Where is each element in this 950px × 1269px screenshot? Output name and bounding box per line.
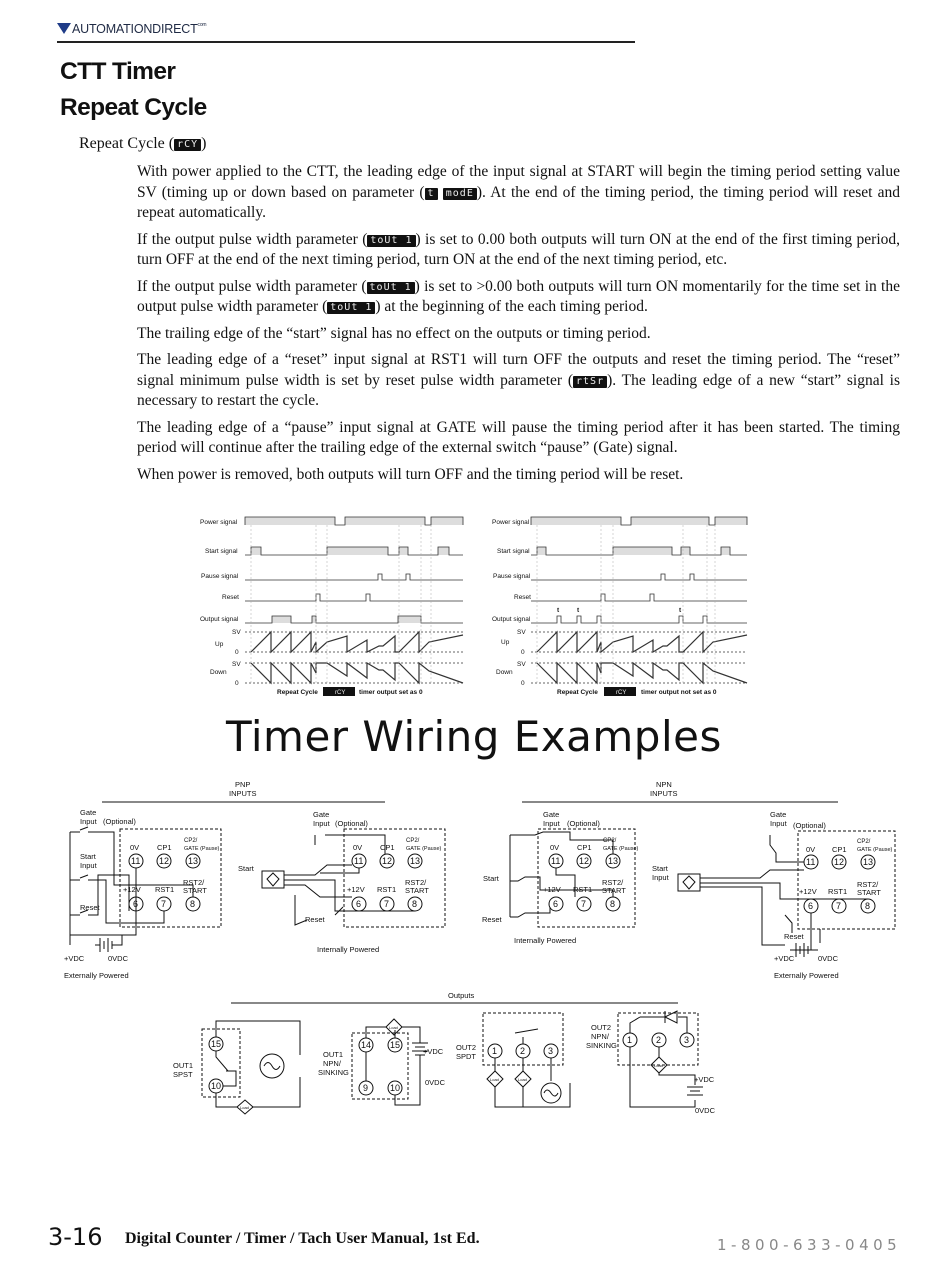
- sv-label: SV: [232, 629, 241, 636]
- ac-wave-icon-a: [264, 1063, 280, 1070]
- externally-powered-1: Externally Powered: [64, 971, 129, 980]
- reset-label-3: Reset: [482, 915, 502, 924]
- rcy-code: rCY: [174, 139, 201, 151]
- load-label-d: Load: [654, 1063, 663, 1068]
- out2-spdt-wires: [495, 1029, 570, 1107]
- right-caption: Repeat Cycle: [557, 689, 598, 696]
- terminal-10-text-b: 10: [390, 1083, 401, 1093]
- terminal-11-text-1: 11: [131, 856, 141, 866]
- t0v-label-3: 0V: [550, 843, 560, 852]
- terminal-1-text-c: 1: [492, 1046, 498, 1056]
- terminal-12-text-2: 12: [382, 856, 393, 866]
- terminal-11-text-3: 11: [551, 856, 561, 866]
- p1-code-t: t: [425, 188, 438, 200]
- p3-text-b: ) is set to >0.00 both outputs will turn ON momentarily for the time set in the output pulse width parameter (: [137, 277, 900, 315]
- reset-waveform: [245, 594, 463, 601]
- rst1-label-4: RST1: [828, 887, 848, 896]
- gate-input-label-3: Input: [543, 819, 560, 828]
- p2-code: toUt 1: [367, 235, 415, 247]
- terminal-7-text-4: 7: [836, 901, 842, 911]
- load-label-c2: Load: [518, 1077, 527, 1082]
- terminal-12-text-1: 12: [159, 856, 170, 866]
- timing-diagrams: [195, 508, 765, 700]
- out2-spdt-block: [456, 1013, 570, 1107]
- down-ramp-waveform-r: [537, 663, 747, 683]
- out1-spst-wires: [216, 1021, 300, 1107]
- pause-signal-label: Pause signal: [201, 573, 239, 580]
- sv-label-r: SV: [517, 629, 526, 636]
- power-waveform-r: [531, 517, 747, 525]
- p1-text-b: ). At the end of the timing period, the timing period will reset and repeat automatically.: [137, 183, 900, 221]
- logo-v-icon: [57, 23, 71, 34]
- output-signal-label-r: Output signal: [492, 616, 531, 623]
- gate-pause-label-4: GATE (Pause): [857, 847, 893, 853]
- cp1-label-4: CP1: [832, 845, 847, 854]
- zero-vdc-b: 0VDC: [425, 1078, 446, 1087]
- reset-label-2: Reset: [305, 915, 325, 924]
- timing-diagram-left: [200, 517, 463, 696]
- automationdirect-logo: [57, 22, 206, 36]
- wiring-diagrams: [50, 775, 910, 1125]
- terminal-6-text-2: 6: [356, 899, 362, 909]
- t0v-label-4: 0V: [806, 845, 816, 854]
- p3-text-c: ) at the beginning of the each timing period.: [375, 298, 648, 315]
- start-t-label-4: START: [857, 888, 881, 897]
- gate-input-label-1: Input: [80, 817, 97, 826]
- zero-label-down: 0: [235, 680, 239, 687]
- start-input-label-4: Input: [652, 873, 669, 882]
- out2-npn-block: [586, 1011, 716, 1115]
- optional-label-2: (Optional): [335, 819, 368, 828]
- out1-npn-label: OUT1: [323, 1050, 344, 1059]
- p12v-label-4: +12V: [799, 887, 817, 896]
- rst1-label-3: RST1: [573, 885, 593, 894]
- terminal-6-text-3: 6: [553, 899, 559, 909]
- cp2-label-1: CP2/: [184, 838, 198, 844]
- outputs-label: Outputs: [448, 991, 475, 1000]
- paragraph-1: [137, 162, 900, 224]
- terminal-13-text-4: 13: [863, 857, 874, 867]
- paragraph-2: [137, 230, 900, 271]
- spdt-label: SPDT: [456, 1052, 477, 1061]
- start-waveform: [245, 547, 463, 555]
- phone-number: 1-800-633-0405: [717, 1236, 902, 1254]
- plus-vdc-b: +VDC: [423, 1047, 444, 1056]
- pause-waveform: [245, 574, 463, 580]
- terminal-1-text-d: 1: [627, 1035, 633, 1045]
- npn-label-d: NPN/: [591, 1032, 609, 1041]
- terminal-15-text-b: 15: [390, 1040, 401, 1050]
- left-caption-code: rCY: [335, 690, 346, 696]
- pnp-inputs-label: INPUTS: [229, 789, 257, 798]
- left-caption: Repeat Cycle: [277, 689, 318, 696]
- cp1-label-1: CP1: [157, 843, 172, 852]
- reset-label-r: Reset: [514, 594, 531, 601]
- terminal-11-text-4: 11: [806, 857, 816, 867]
- sinking-label-d: SINKING: [586, 1041, 617, 1050]
- zero-label: 0: [235, 649, 239, 656]
- pnp-internal-block: [238, 810, 445, 954]
- sv-label-down-r: SV: [517, 661, 526, 668]
- up-label-r: Up: [501, 639, 510, 646]
- out2-npn-label: OUT2: [591, 1023, 612, 1032]
- timing-diagram-right: [492, 517, 747, 696]
- rst2-label-4: RST2/: [857, 880, 879, 889]
- down-label: Down: [210, 669, 227, 676]
- p1-code-mode: modE: [443, 188, 477, 200]
- cp2-label-2: CP2/: [406, 838, 420, 844]
- sinking-label-a: SINKING: [318, 1068, 349, 1077]
- terminal-13-text-3: 13: [608, 856, 619, 866]
- pause-waveform-r: [531, 574, 747, 580]
- npn-label: NPN: [656, 780, 672, 789]
- terminal-8-text-3: 8: [610, 899, 616, 909]
- paragraph-3: [137, 277, 900, 318]
- start-label-4: Start: [652, 864, 668, 873]
- gate-label-3: Gate: [543, 810, 560, 819]
- right-caption-code: rCY: [616, 690, 627, 696]
- zero-label-r: 0: [521, 649, 525, 656]
- p5-text-b: ). The leading edge of a new “start” signal is necessary to restart the cycle.: [137, 371, 900, 409]
- sensor-icon-4: [683, 876, 695, 889]
- externally-powered-4: Externally Powered: [774, 971, 839, 980]
- page-title: CTT Timer: [60, 58, 176, 85]
- terminal-8-text-4: 8: [865, 901, 871, 911]
- optional-label-4: (Optional): [793, 821, 826, 830]
- out1-npn-block: [318, 1019, 446, 1105]
- start-signal-label: Start signal: [205, 548, 238, 555]
- zero-vdc-1: 0VDC: [108, 954, 129, 963]
- start-waveform-r: [531, 547, 747, 555]
- power-signal-label: Power signal: [200, 519, 238, 526]
- cp1-label-2: CP1: [380, 843, 395, 852]
- reset-label-4: Reset: [784, 932, 804, 941]
- ac-wave-icon-c: [544, 1090, 558, 1096]
- p12v-label-2: +12V: [347, 885, 365, 894]
- rst2-label-1: RST2/: [183, 878, 205, 887]
- p3-text-a: If the output pulse width parameter (: [137, 277, 367, 295]
- switches-1: [80, 827, 88, 913]
- wiring-title: Timer Wiring Examples: [226, 712, 722, 761]
- terminal-11-text-2: 11: [354, 856, 364, 866]
- body-text: [137, 162, 900, 491]
- reset-label-1: Reset: [80, 903, 100, 912]
- start-t-label-2: START: [405, 886, 429, 895]
- header-rule: [57, 41, 635, 43]
- internally-powered-2: Internally Powered: [317, 945, 380, 954]
- power-waveform: [245, 517, 463, 525]
- load-label-a: Load: [240, 1105, 249, 1110]
- terminal-8-text-1: 8: [190, 899, 196, 909]
- t-label-1: t: [557, 607, 560, 614]
- p2-text-a: If the output pulse width parameter (: [137, 230, 368, 248]
- start-input-label-1: Input: [80, 861, 97, 870]
- terminal-3-text-d: 3: [684, 1035, 690, 1045]
- plus-vdc-d: +VDC: [694, 1075, 715, 1084]
- terminal-6-text-1: 6: [133, 899, 139, 909]
- terminal-12-text-3: 12: [579, 856, 590, 866]
- terminal-12-text-4: 12: [834, 857, 845, 867]
- subsection-heading: [79, 135, 206, 153]
- output-signal-label: Output signal: [200, 616, 239, 623]
- reset-label: Reset: [222, 594, 239, 601]
- gate-label-1: Gate: [80, 808, 97, 817]
- pause-signal-label-r: Pause signal: [493, 573, 531, 580]
- terminal-13-text-1: 13: [188, 856, 199, 866]
- output-waveform-r: [531, 616, 747, 623]
- down-axis-lines: [245, 663, 463, 683]
- battery-1: [95, 935, 122, 952]
- terminal-2-text-d: 2: [656, 1035, 662, 1045]
- output-waveform: [245, 616, 463, 623]
- logo-text: AUTOMATIONDIRECT: [72, 22, 198, 36]
- subsection-label: Repeat Cycle (: [79, 135, 175, 152]
- terminal-13-text-2: 13: [410, 856, 421, 866]
- p12v-label-1: +12V: [123, 885, 141, 894]
- paragraph-6: The leading edge of a “pause” input signal at GATE will pause the timing period after it has been started. The timing period will continue after the trailing edge of the external switch “pause” (Gate) signal.: [137, 418, 900, 456]
- pnp-external-block: [64, 808, 221, 980]
- terminal-7-text-3: 7: [581, 899, 587, 909]
- cp1-label-3: CP1: [577, 843, 592, 852]
- npn-label-a: NPN/: [323, 1059, 341, 1068]
- out2-spdt-label: OUT2: [456, 1043, 477, 1052]
- t-label-2: t: [577, 607, 580, 614]
- plus-vdc-1: +VDC: [64, 954, 85, 963]
- right-caption-2: timer output not set as 0: [641, 689, 717, 696]
- power-signal-label-r: Power signal: [492, 519, 530, 526]
- terminal-3-text-c: 3: [548, 1046, 554, 1056]
- p3-code-2: toUt 1: [327, 302, 375, 314]
- gate-input-label-2: Input: [313, 819, 330, 828]
- out1-spst-label: OUT1: [173, 1061, 194, 1070]
- paragraph-4: The trailing edge of the “start” signal has no effect on the outputs or timing period.: [137, 324, 651, 342]
- start-label-3: Start: [483, 874, 499, 883]
- rst2-label-2: RST2/: [405, 878, 427, 887]
- subsection-close: ): [201, 135, 207, 152]
- terminal-7-text-2: 7: [384, 899, 390, 909]
- zero-label-down-r: 0: [521, 680, 525, 687]
- terminal-2-text-c: 2: [520, 1046, 526, 1056]
- rst2-label-3: RST2/: [602, 878, 624, 887]
- pnp-label: PNP: [235, 780, 251, 789]
- load-label-c1: Load: [490, 1077, 499, 1082]
- battery-d: [687, 1087, 703, 1095]
- t0v-label-2: 0V: [353, 843, 363, 852]
- gate-pause-label-1: GATE (Pause): [184, 846, 220, 852]
- gate-label-2: Gate: [313, 810, 330, 819]
- optional-label-3: (Optional): [567, 819, 600, 828]
- logo-tm: com: [197, 22, 207, 28]
- up-label: Up: [215, 641, 224, 648]
- p1-text-a: With power applied to the CTT, the leading edge of the input signal at START will begin the timing period setting value SV (timing up or down based on parameter (: [137, 163, 900, 201]
- terminal-10-text-a: 10: [211, 1081, 222, 1091]
- out2-npn-wires: [630, 1017, 695, 1107]
- npn-internal-block: [482, 810, 639, 945]
- p5-text-a: The leading edge of a “reset” input signal at RST1 will turn OFF the outputs and reset the timing period. The “reset” signal minimum pulse width is set by reset pulse width parameter (: [137, 351, 900, 389]
- npn-inputs-label: INPUTS: [650, 789, 678, 798]
- down-label-r: Down: [496, 669, 513, 676]
- p3-code: toUt 1: [367, 282, 415, 294]
- cp2-label-3: CP2/: [603, 838, 617, 844]
- down-axis-lines-r: [531, 663, 747, 683]
- terminal-7-text-1: 7: [161, 899, 167, 909]
- terminal-15-text-a: 15: [211, 1039, 222, 1049]
- p5-code: rtSr: [573, 376, 607, 388]
- start-signal-label-r: Start signal: [497, 548, 530, 555]
- up-ramp-waveform-r: [537, 632, 747, 652]
- load-label-b: Load: [389, 1025, 398, 1030]
- zero-vdc-4: 0VDC: [818, 954, 839, 963]
- plus-vdc-4: +VDC: [774, 954, 795, 963]
- sensor-icon-2: [267, 873, 279, 886]
- terminal-9-text-b: 9: [363, 1083, 369, 1093]
- t0v-label-1: 0V: [130, 843, 140, 852]
- rst1-label-2: RST1: [377, 885, 397, 894]
- paragraph-5: [137, 350, 900, 412]
- left-caption-2: timer output set as 0: [359, 689, 423, 696]
- start-t-label-1: START: [183, 886, 207, 895]
- manual-title: Digital Counter / Timer / Tach User Manual, 1st Ed.: [125, 1230, 480, 1247]
- gate-label-4: Gate: [770, 810, 787, 819]
- gate-pause-label-3: GATE (Pause): [603, 846, 639, 852]
- terminal-8-text-2: 8: [412, 899, 418, 909]
- gate-input-label-4: Input: [770, 819, 787, 828]
- section-title: Repeat Cycle: [60, 94, 207, 121]
- terminal-14-text-b: 14: [361, 1040, 372, 1050]
- npn-external-block: [652, 810, 895, 980]
- start-label-2: Start: [238, 864, 254, 873]
- terminal-6-text-4: 6: [808, 901, 814, 911]
- paragraph-7: When power is removed, both outputs will turn OFF and the timing period will be reset.: [137, 465, 684, 483]
- internally-powered-3: Internally Powered: [514, 936, 577, 945]
- start-t-label-3: START: [602, 886, 626, 895]
- sv-label-down: SV: [232, 661, 241, 668]
- zero-vdc-d: 0VDC: [695, 1106, 716, 1115]
- p2-text-b: ) is set to 0.00 both outputs will turn ON at the end of the first timing period, turn OFF at the end of the next timing period, turn ON at the end of the next timing period, etc.: [137, 230, 900, 268]
- out1-spst-block: [173, 1021, 300, 1114]
- page-number: 3-16: [48, 1223, 103, 1251]
- p12v-label-3: +12V: [543, 885, 561, 894]
- gate-pause-label-2: GATE (Pause): [406, 846, 442, 852]
- spst-label: SPST: [173, 1070, 193, 1079]
- t-label-3: t: [679, 607, 682, 614]
- rst1-label-1: RST1: [155, 885, 175, 894]
- cp2-label-4: CP2/: [857, 839, 871, 845]
- reset-waveform-r: [531, 594, 747, 601]
- start-label-1: Start: [80, 852, 96, 861]
- optional-label-1: (Optional): [103, 817, 136, 826]
